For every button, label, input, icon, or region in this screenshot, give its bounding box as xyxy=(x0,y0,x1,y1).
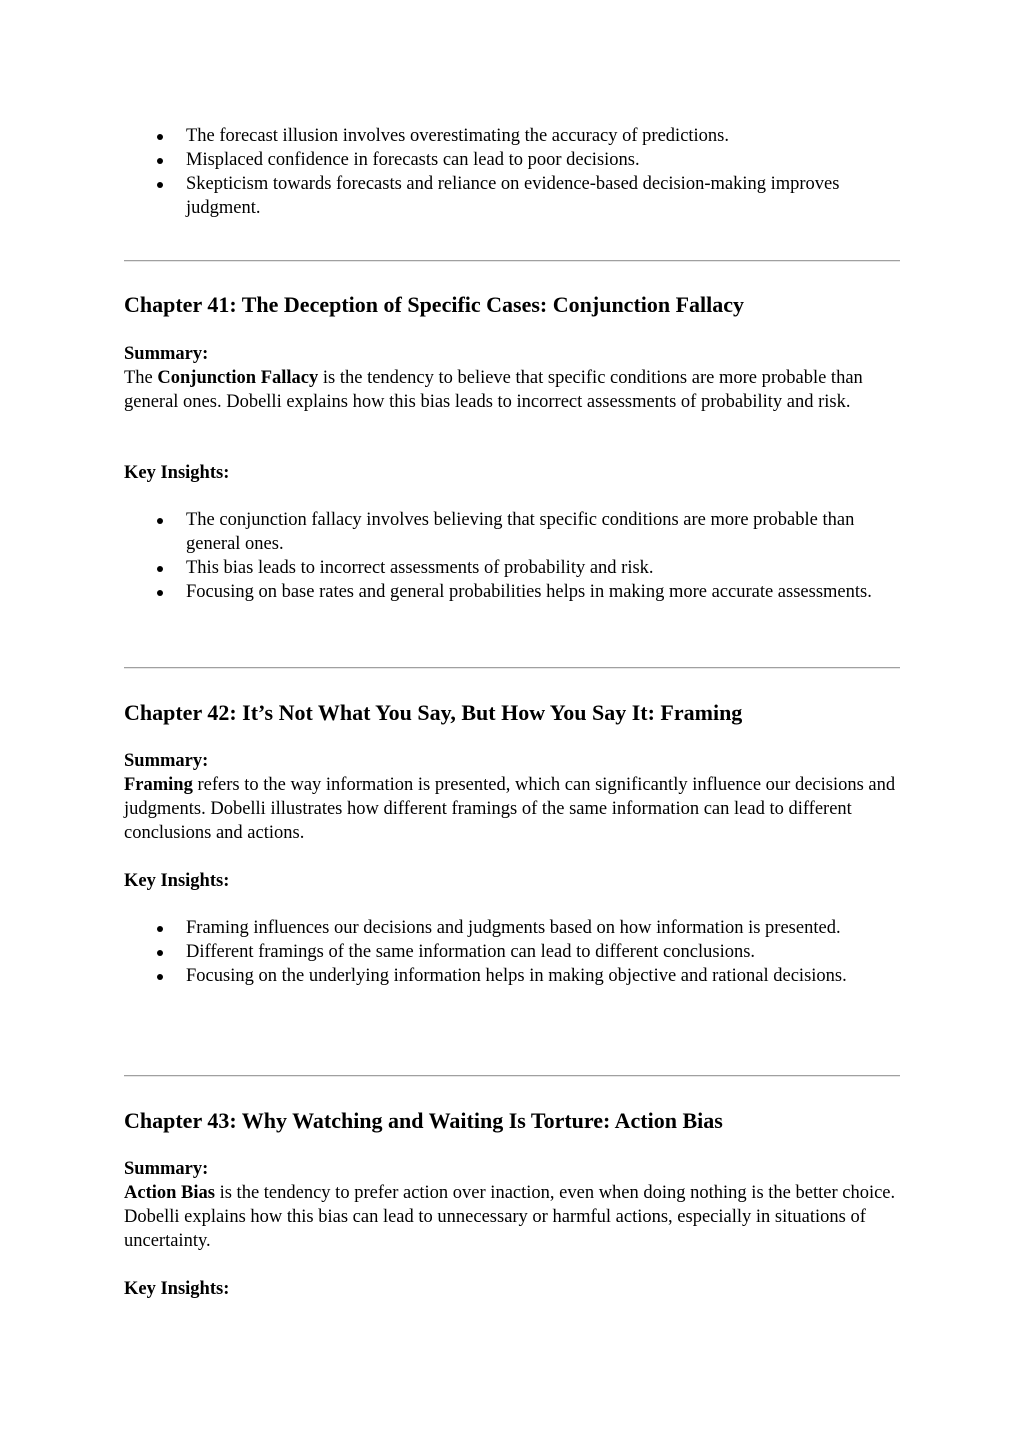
chapter-42-summary xyxy=(124,749,900,845)
list-item: The conjunction fallacy involves believing that specific conditions are more probable than general ones. xyxy=(124,508,900,556)
chapter-43-title: Chapter 43: Why Watching and Waiting Is Torture: Action Bias xyxy=(124,1108,723,1133)
chapter-43-insights-label xyxy=(124,1277,900,1301)
section-divider xyxy=(124,260,900,262)
list-item: The forecast illusion involves overestimating the accuracy of predictions. xyxy=(124,124,900,148)
section-divider xyxy=(124,1075,900,1077)
summary-text xyxy=(124,775,895,843)
insights-list xyxy=(124,916,900,988)
insights-label: Key Insights: xyxy=(124,871,230,891)
summary-post: refers to the way information is presented, which can significantly influence our decisions and judgments. Dobelli illustrates how different framings of the same information can lead to different conclusions and actions. xyxy=(124,775,896,843)
summary-term: Framing xyxy=(124,775,193,795)
list-item: Focusing on base rates and general probabilities helps in making more accurate assessments. xyxy=(124,580,900,604)
summary-label: Summary: xyxy=(124,344,209,364)
list-item: This bias leads to incorrect assessments of probability and risk. xyxy=(124,556,900,580)
list-item: Different framings of the same information can lead to different conclusions. xyxy=(124,940,900,964)
insights-list xyxy=(124,508,900,604)
chapter-41-insights xyxy=(124,508,900,604)
chapter-42-title: Chapter 42: It’s Not What You Say, But How You Say It: Framing xyxy=(124,700,743,725)
summary-label: Summary: xyxy=(124,1159,209,1179)
list-item: Misplaced confidence in forecasts can lead to poor decisions. xyxy=(124,148,900,172)
summary-label: Summary: xyxy=(124,751,209,771)
chapter-41-title: Chapter 41: The Deception of Specific Cases: Conjunction Fallacy xyxy=(124,292,745,317)
chapter-43-summary xyxy=(124,1157,900,1253)
list-item: Focusing on the underlying information helps in making objective and rational decisions. xyxy=(124,964,900,988)
intro-bullet-list xyxy=(124,124,900,220)
list-item: Framing influences our decisions and judgments based on how information is presented. xyxy=(124,916,900,940)
summary-term: Action Bias xyxy=(124,1183,215,1203)
summary-text xyxy=(124,1183,895,1251)
section-divider xyxy=(124,667,900,669)
chapter-41-summary xyxy=(124,342,900,414)
summary-text xyxy=(124,368,863,412)
intro-insights xyxy=(124,124,900,220)
chapter-42-insights xyxy=(124,916,900,988)
list-item: Skepticism towards forecasts and reliance on evidence-based decision-making improves judgment. xyxy=(124,172,900,220)
summary-post: is the tendency to believe that specific conditions are more probable than general ones. Dobelli explains how this bias leads to incorrect assessments of probability and risk. xyxy=(124,368,863,412)
insights-label: Key Insights: xyxy=(124,463,230,483)
summary-pre: The xyxy=(124,368,158,388)
insights-label: Key Insights: xyxy=(124,1279,230,1299)
summary-post: is the tendency to prefer action over inaction, even when doing nothing is the better choice. Dobelli explains how this bias can lead to unnecessary or harmful actions, especially in situations of uncertainty. xyxy=(124,1183,896,1251)
summary-term: Conjunction Fallacy xyxy=(157,368,319,388)
chapter-42-insights-label xyxy=(124,869,900,893)
chapter-41-insights-label xyxy=(124,461,900,485)
